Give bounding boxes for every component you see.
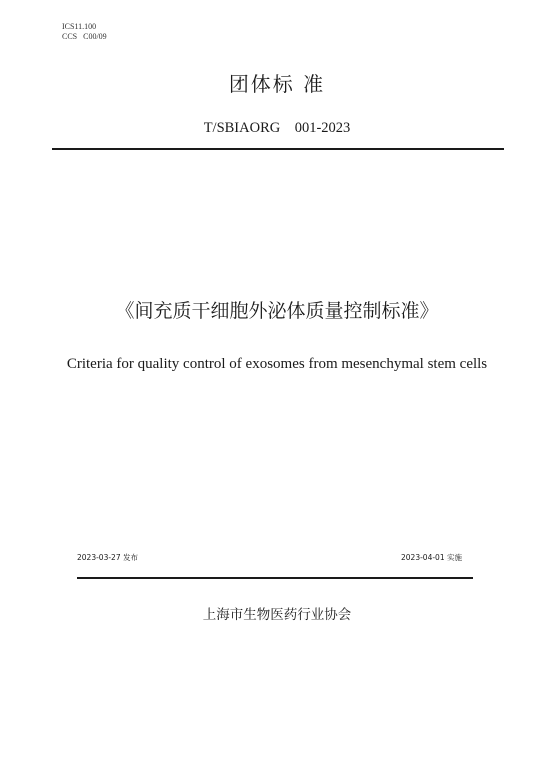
ics-code: ICS11.100 <box>62 22 97 31</box>
implementation-date: 2023-04-01 实施 <box>401 553 462 562</box>
header-divider <box>52 148 504 150</box>
document-title-english: Criteria for quality control of exosomes from mesenchymal stem cells <box>66 356 488 372</box>
issue-date: 2023-03-27 发布 <box>77 553 138 562</box>
standard-type: 团体标 准 <box>228 72 326 96</box>
standard-code: T/SBIAORG 001-2023 <box>203 120 351 136</box>
ccs-code: CCS C00/09 <box>62 32 107 41</box>
publisher-name: 上海市生物医药行业协会 <box>202 607 352 623</box>
footer-divider <box>77 577 473 579</box>
classification-codes <box>62 22 107 42</box>
document-title-chinese: 《间充质干细胞外泌体质量控制标准》 <box>115 300 439 322</box>
